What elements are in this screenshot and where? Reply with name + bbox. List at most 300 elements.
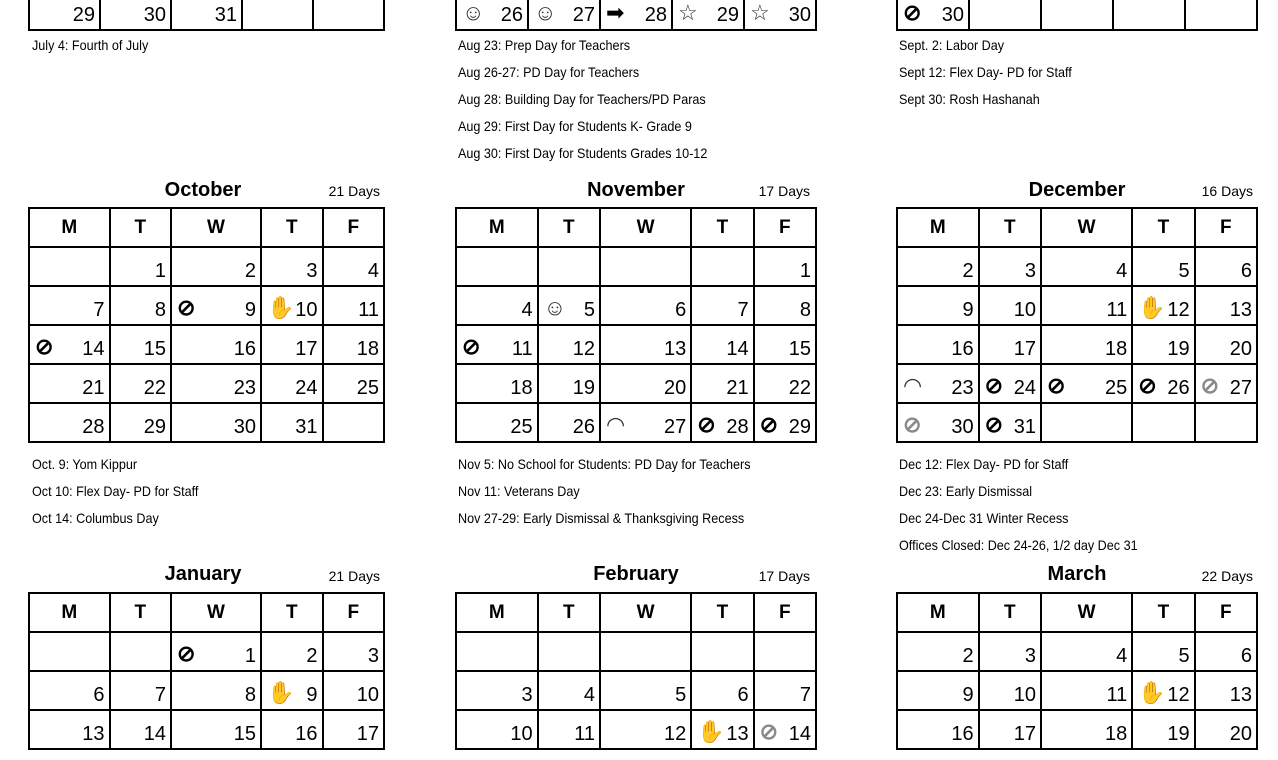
weekday-header: F — [754, 593, 816, 632]
day-number: 8 — [244, 684, 257, 706]
day-cell — [754, 403, 816, 442]
day-number: 24 — [295, 377, 318, 399]
day-number: 3 — [1024, 645, 1036, 667]
day-number: 20 — [1229, 723, 1252, 745]
day-cell — [897, 403, 979, 442]
day-cell — [1132, 403, 1194, 442]
weekday-header: T — [1132, 208, 1194, 247]
day-number: 25 — [1105, 377, 1128, 399]
calendar-note: Dec 24-Dec 31 Winter Recess — [899, 510, 1069, 526]
calendar-note: Sept 12: Flex Day- PD for Staff — [899, 64, 1072, 80]
day-number: 11 — [511, 338, 533, 360]
day-cell — [261, 286, 322, 325]
july-calendar-partial — [28, 0, 385, 31]
day-cell — [1132, 364, 1194, 403]
day-cell — [1132, 710, 1194, 749]
week-row — [456, 325, 816, 364]
day-cell — [672, 0, 744, 30]
day-number: 11 — [574, 723, 595, 745]
day-number: 18 — [1105, 338, 1128, 360]
day-cell — [600, 286, 691, 325]
week-row — [456, 286, 816, 325]
calendar-note: Nov 11: Veterans Day — [458, 483, 580, 499]
day-number: 10 — [1013, 299, 1036, 321]
day-cell — [538, 247, 600, 286]
weekday-header: F — [323, 593, 385, 632]
august-notes — [458, 36, 707, 171]
calendar-note: Aug 30: First Day for Students Grades 10-12 — [458, 145, 708, 161]
day-cell — [538, 364, 600, 403]
day-number: 28 — [644, 4, 667, 26]
day-cell — [1041, 364, 1132, 403]
march-calendar — [896, 592, 1258, 750]
day-cell — [456, 0, 528, 30]
day-cell — [29, 632, 110, 671]
day-number: 2 — [306, 645, 318, 667]
day-cell — [456, 671, 538, 710]
calendar-note: July 4: Fourth of July — [32, 37, 149, 53]
no-school-icon: ⊘ — [903, 0, 922, 25]
no-school-icon: ⊘ — [697, 412, 716, 437]
day-cell — [171, 286, 261, 325]
weekday-header: W — [600, 593, 691, 632]
day-cell — [1195, 710, 1257, 749]
day-number: 4 — [367, 260, 379, 282]
day-cell — [600, 0, 672, 30]
day-number: 4 — [583, 684, 595, 706]
day-cell — [528, 0, 600, 30]
weekday-header: W — [1041, 208, 1132, 247]
half-day-icon: ⊘ — [903, 412, 922, 437]
day-number: 6 — [1240, 645, 1252, 667]
day-cell — [979, 364, 1041, 403]
day-cell — [456, 247, 538, 286]
day-number: 27 — [664, 416, 687, 438]
week-row — [897, 403, 1257, 442]
day-number: 3 — [306, 260, 318, 282]
day-cell — [1132, 325, 1194, 364]
weekday-header: W — [171, 208, 261, 247]
weekday-header: T — [691, 593, 753, 632]
day-cell — [110, 671, 171, 710]
day-number: 26 — [1167, 377, 1190, 399]
weekday-header-row — [456, 593, 816, 632]
day-number: 7 — [154, 684, 166, 706]
day-cell — [754, 710, 816, 749]
calendar-note: Offices Closed: Dec 24-26, 1/2 day Dec 31 — [899, 537, 1138, 553]
day-cell — [1132, 671, 1194, 710]
day-cell — [600, 632, 691, 671]
weekday-header: W — [1041, 593, 1132, 632]
day-number: 9 — [962, 684, 974, 706]
half-day-icon: ⊘ — [1200, 373, 1220, 398]
weekday-header: M — [897, 593, 979, 632]
day-cell — [1195, 325, 1257, 364]
calendar-note: Aug 28: Building Day for Teachers/PD Paras — [458, 91, 706, 107]
day-number: 12 — [664, 723, 687, 745]
hand-icon: ✋ — [1138, 680, 1166, 705]
day-number: 27 — [572, 4, 595, 26]
star-icon: ☆ — [678, 0, 698, 25]
day-number: 19 — [1167, 338, 1190, 360]
day-cell — [1041, 325, 1132, 364]
day-cell — [29, 403, 110, 442]
day-number: 14 — [82, 338, 105, 360]
day-number: 26 — [572, 416, 595, 438]
day-number: 26 — [500, 4, 523, 26]
day-cell — [691, 364, 753, 403]
october-calendar — [28, 207, 385, 443]
day-number: 8 — [799, 299, 811, 321]
week-row — [29, 632, 384, 671]
day-cell — [1041, 247, 1132, 286]
day-cell — [600, 325, 691, 364]
weekday-header: F — [754, 208, 816, 247]
day-cell — [456, 632, 538, 671]
weekday-header-row — [29, 593, 384, 632]
day-number: 23 — [951, 377, 974, 399]
day-number: 9 — [306, 684, 318, 706]
day-cell — [29, 671, 110, 710]
day-cell — [171, 0, 242, 30]
day-number: 1 — [244, 645, 257, 667]
day-number: 11 — [358, 299, 379, 321]
day-number: 16 — [295, 723, 318, 745]
weekday-header: T — [110, 593, 171, 632]
day-number: 30 — [233, 416, 257, 438]
day-number: 12 — [1167, 684, 1190, 706]
no-school-icon: ⊘ — [35, 334, 54, 359]
rainbow-icon: ◠ — [605, 412, 626, 437]
day-cell — [538, 325, 600, 364]
hand-icon: ✋ — [267, 680, 295, 705]
day-number: 12 — [1167, 299, 1190, 321]
day-cell — [29, 286, 110, 325]
half-day-icon: ⊘ — [759, 719, 779, 744]
day-cell — [110, 325, 171, 364]
day-cell — [261, 247, 322, 286]
day-number: 10 — [295, 299, 318, 321]
week-row — [29, 325, 384, 364]
calendar-note: Aug 29: First Day for Students K- Grade 9 — [458, 118, 692, 134]
weekday-header: M — [897, 208, 979, 247]
day-number: 17 — [1013, 338, 1036, 360]
month-title-march: March — [1047, 563, 1107, 585]
no-school-icon: ⊘ — [176, 295, 196, 320]
day-cell — [1195, 671, 1257, 710]
day-number: 30 — [951, 416, 974, 438]
day-number: 6 — [675, 299, 687, 321]
day-number: 16 — [233, 338, 257, 360]
day-number: 7 — [799, 684, 811, 706]
day-cell — [754, 364, 816, 403]
september-notes — [899, 36, 1072, 117]
day-number: 19 — [1167, 723, 1190, 745]
day-cell — [1195, 286, 1257, 325]
week-row — [29, 671, 384, 710]
day-number: 3 — [1024, 260, 1036, 282]
day-cell — [897, 0, 969, 30]
day-cell — [1041, 403, 1132, 442]
day-cell — [261, 632, 322, 671]
weekday-header: W — [171, 593, 261, 632]
day-number: 31 — [1013, 416, 1036, 438]
day-number: 1 — [154, 260, 166, 282]
day-cell — [979, 403, 1041, 442]
week-row — [29, 364, 384, 403]
day-number: 1 — [799, 260, 811, 282]
day-number: 10 — [1013, 684, 1036, 706]
day-number: 16 — [951, 723, 974, 745]
weekday-header: T — [691, 208, 753, 247]
day-number: 31 — [295, 416, 318, 438]
day-number: 10 — [356, 684, 379, 706]
day-cell — [691, 632, 753, 671]
smile-icon: ☺ — [534, 0, 557, 25]
day-cell — [897, 247, 979, 286]
calendar-note: Dec 12: Flex Day- PD for Staff — [899, 456, 1069, 472]
weekday-header: F — [1195, 593, 1257, 632]
day-cell — [754, 632, 816, 671]
day-cell — [323, 286, 385, 325]
month-title-november: November — [587, 179, 685, 201]
weekday-header: T — [538, 208, 600, 247]
day-number: 2 — [962, 645, 974, 667]
day-cell — [600, 710, 691, 749]
day-number: 15 — [788, 338, 811, 360]
day-cell — [313, 0, 384, 30]
calendar-note: Sept 30: Rosh Hashanah — [899, 91, 1040, 107]
day-cell — [456, 710, 538, 749]
day-number: 30 — [143, 4, 166, 26]
day-number: 14 — [726, 338, 749, 360]
school-days-december: 16 Days — [1201, 183, 1253, 199]
star-icon: ☆ — [750, 0, 770, 25]
day-number: 18 — [510, 377, 533, 399]
week-row — [456, 364, 816, 403]
week-row — [29, 247, 384, 286]
day-cell — [100, 0, 171, 30]
no-school-icon: ⊘ — [1046, 373, 1066, 398]
day-cell — [979, 710, 1041, 749]
day-cell — [691, 247, 753, 286]
day-cell — [1195, 247, 1257, 286]
day-number: 15 — [233, 723, 257, 745]
day-cell — [242, 0, 313, 30]
day-cell — [979, 671, 1041, 710]
day-number: 8 — [154, 299, 166, 321]
no-school-icon: ⊘ — [1138, 373, 1157, 398]
day-number: 13 — [1229, 299, 1252, 321]
day-cell — [1185, 0, 1257, 30]
week-row — [456, 710, 816, 749]
day-cell — [897, 364, 979, 403]
day-number: 18 — [356, 338, 379, 360]
day-cell — [897, 710, 979, 749]
weekday-header-row — [29, 208, 384, 247]
day-number: 14 — [143, 723, 166, 745]
day-cell — [171, 710, 261, 749]
week-row — [29, 710, 384, 749]
day-number: 23 — [233, 377, 257, 399]
hand-icon: ✋ — [1138, 295, 1166, 320]
weekday-header: T — [1132, 593, 1194, 632]
week-row — [456, 247, 816, 286]
calendar-note: Nov 27-29: Early Dismissal & Thanksgiving Recess — [458, 510, 745, 526]
week-row — [897, 364, 1257, 403]
school-days-october: 21 Days — [328, 183, 380, 199]
day-number: 20 — [1229, 338, 1252, 360]
day-cell — [1041, 632, 1132, 671]
day-cell — [1041, 286, 1132, 325]
day-cell — [754, 247, 816, 286]
day-cell — [1195, 364, 1257, 403]
day-cell — [261, 364, 322, 403]
day-cell — [979, 632, 1041, 671]
weekday-header: F — [1195, 208, 1257, 247]
calendar-note: Aug 23: Prep Day for Teachers — [458, 37, 631, 53]
school-days-february: 17 Days — [758, 568, 810, 584]
day-number: 22 — [788, 377, 811, 399]
day-cell — [1195, 403, 1257, 442]
day-cell — [1041, 671, 1132, 710]
no-school-icon: ⊘ — [984, 412, 1004, 437]
day-cell — [691, 325, 753, 364]
week-row — [897, 632, 1257, 671]
month-title-december: December — [1028, 179, 1126, 201]
day-cell — [110, 403, 171, 442]
day-cell — [323, 710, 385, 749]
weekday-header: T — [261, 208, 322, 247]
day-cell — [456, 403, 538, 442]
smile-icon: ☺ — [462, 0, 485, 25]
week-row — [897, 710, 1257, 749]
day-cell — [979, 286, 1041, 325]
january-calendar — [28, 592, 385, 750]
weekday-header: M — [456, 208, 538, 247]
july-notes — [32, 36, 148, 63]
week-row — [29, 403, 384, 442]
day-number: 28 — [82, 416, 105, 438]
day-number: 29 — [143, 416, 166, 438]
day-cell — [323, 325, 385, 364]
day-cell — [897, 325, 979, 364]
day-cell — [323, 403, 385, 442]
day-cell — [261, 671, 322, 710]
day-cell — [261, 710, 322, 749]
september-calendar-partial — [896, 0, 1258, 31]
day-number: 2 — [244, 260, 257, 282]
day-number: 11 — [1106, 299, 1128, 321]
school-days-november: 17 Days — [758, 183, 810, 199]
day-cell — [29, 0, 100, 30]
day-cell — [456, 286, 538, 325]
calendar-note: Oct. 9: Yom Kippur — [32, 456, 138, 472]
week-row — [456, 0, 816, 30]
day-cell — [456, 325, 538, 364]
day-number: 7 — [93, 299, 105, 321]
day-number: 29 — [72, 4, 95, 26]
day-cell — [754, 325, 816, 364]
hand-icon: ✋ — [267, 295, 295, 320]
day-cell — [171, 364, 261, 403]
no-school-icon: ⊘ — [984, 373, 1004, 398]
day-cell — [110, 632, 171, 671]
day-number: 5 — [1178, 260, 1190, 282]
day-cell — [538, 286, 600, 325]
day-cell — [323, 632, 385, 671]
school-days-march: 22 Days — [1201, 568, 1253, 584]
day-number: 3 — [521, 684, 533, 706]
day-number: 24 — [1013, 377, 1036, 399]
weekday-header: M — [456, 593, 538, 632]
day-number: 9 — [244, 299, 257, 321]
day-number: 31 — [214, 4, 237, 26]
no-school-icon: ⊘ — [462, 334, 481, 359]
day-number: 6 — [737, 684, 749, 706]
day-cell — [29, 247, 110, 286]
day-cell — [600, 671, 691, 710]
calendar-note: Oct 14: Columbus Day — [32, 510, 159, 526]
day-cell — [538, 671, 600, 710]
month-title-january: January — [164, 563, 242, 585]
day-number: 13 — [664, 338, 687, 360]
day-cell — [969, 0, 1041, 30]
weekday-header-row — [456, 208, 816, 247]
day-cell — [29, 364, 110, 403]
day-number: 29 — [716, 4, 739, 26]
month-title-february: February — [593, 563, 679, 585]
day-number: 20 — [664, 377, 687, 399]
august-calendar-partial — [455, 0, 817, 31]
day-cell — [110, 247, 171, 286]
day-number: 6 — [93, 684, 105, 706]
day-number: 28 — [726, 416, 749, 438]
no-school-icon: ⊘ — [759, 412, 779, 437]
week-row — [456, 632, 816, 671]
day-number: 16 — [951, 338, 974, 360]
arrow-right-icon: ➡ — [606, 0, 625, 25]
day-number: 25 — [510, 416, 533, 438]
day-number: 27 — [1229, 377, 1252, 399]
day-cell — [171, 671, 261, 710]
day-cell — [110, 286, 171, 325]
day-cell — [1041, 0, 1113, 30]
day-cell — [1041, 710, 1132, 749]
day-number: 14 — [788, 723, 811, 745]
weekday-header-row — [897, 593, 1257, 632]
december-calendar — [896, 207, 1258, 443]
day-number: 5 — [583, 299, 595, 321]
day-number: 9 — [962, 299, 974, 321]
no-school-icon: ⊘ — [176, 641, 196, 666]
calendar-note: Oct 10: Flex Day- PD for Staff — [32, 483, 199, 499]
weekday-header: W — [600, 208, 691, 247]
day-cell — [538, 403, 600, 442]
day-cell — [323, 364, 385, 403]
day-cell — [897, 671, 979, 710]
day-cell — [600, 364, 691, 403]
day-cell — [323, 671, 385, 710]
week-row — [897, 286, 1257, 325]
hand-icon: ✋ — [697, 719, 725, 744]
day-number: 19 — [572, 377, 595, 399]
day-number: 13 — [1229, 684, 1252, 706]
smile-icon: ☺ — [543, 295, 567, 320]
school-days-january: 21 Days — [328, 568, 380, 584]
day-cell — [754, 286, 816, 325]
day-number: 17 — [295, 338, 318, 360]
